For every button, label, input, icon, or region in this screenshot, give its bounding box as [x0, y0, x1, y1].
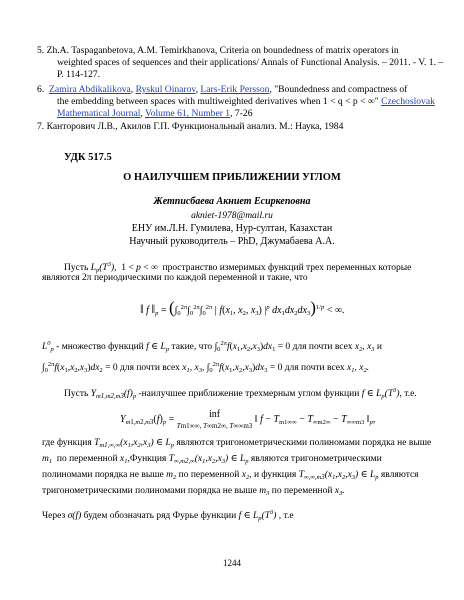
advisor: Научный руководитель – PhD, Джумабаева А.А. [129, 236, 335, 247]
formula-lp-t3: $L_p(T^3)$, [90, 261, 117, 274]
udc-code: УДК 517.5 [64, 152, 112, 163]
paragraph-2-text-b: такие, что [171, 342, 213, 352]
reference-6-author-link-3[interactable]: Lars-Erik Persson [200, 84, 270, 95]
reference-6-number: 6. [37, 84, 45, 95]
paragraph-5-line1 [42, 507, 294, 525]
page-number: 1244 [223, 558, 241, 568]
formula-x2: $x_2$ [241, 470, 250, 481]
formula-lp0: $L^0_p$ [42, 340, 54, 353]
paragraph-2-line1 [42, 338, 382, 356]
reference-6-line2 [57, 96, 435, 108]
paragraph-4-text-k: по переменной [271, 486, 333, 496]
author-name: Жетписбаева Акниет Есиркеповна [153, 196, 311, 207]
paragraph-4-line4 [42, 485, 345, 500]
affiliation: ЕНУ им.Л.Н. Гумилева, Нур-султан, Казахстан [131, 223, 333, 234]
reference-5-line3: P. 114-127. [57, 69, 101, 80]
paragraph-2-text-d: и [376, 342, 382, 352]
paragraph-4-text-i: являются [380, 470, 419, 480]
reference-5-line1: 5. Zh.A. Taspaganbetova, A.M. Temirkhanova, Criteria on boundedness of matrix operators in [37, 45, 399, 56]
paragraph-4-text-d: ,Функция [127, 454, 167, 464]
reference-6-journal-link-2[interactable]: Mathematical Journal [57, 108, 141, 119]
reference-6-line1: 6. Zamira Abdikalikova, Ryskul Oinarov, Lars-Erik Persson, "Boundedness and compactness of [37, 84, 408, 95]
formula-f-in-lp-t3: f ∈ $L_p(T^3)$ [361, 387, 400, 400]
formula-t-m2: $T_{\infty,m2,\infty}(x_1,x_2,x_3)$ ∈ $L_p$ [168, 454, 249, 465]
paragraph-2-text-e: для почти всех [120, 363, 180, 373]
paragraph-4-line2 [42, 453, 382, 468]
paragraph-1-text: пространство измеримых функций трех переменных которые [162, 263, 412, 273]
paragraph-1-lead: Пусть [64, 263, 89, 273]
paragraph-4-text-c: по переменной [56, 454, 118, 464]
paragraph-3-tail: , т.е. [399, 389, 417, 399]
formula-m3: $m_3$ [259, 486, 270, 497]
formula-x2-x3: $x_2$, $x_3$ [354, 342, 375, 353]
paragraph-4-line3 [42, 469, 419, 484]
paragraph-4-text-j: тригонометрическими полиномами порядка не выше [42, 486, 257, 496]
formula-x1-x3: $x_1$, $x_3$, [182, 363, 205, 374]
formula-m2: $m_2$ [166, 470, 177, 481]
reference-6-journal-link[interactable]: Czechoslovak [381, 96, 435, 107]
paragraph-2-text-f: для почти всех [284, 363, 345, 373]
formula-x1: $x_1$ [119, 454, 128, 465]
formula-f-in-lp-t3-2: f ∈ $L_p(T^3)$ [238, 509, 277, 522]
paragraph-4-line1 [42, 437, 431, 452]
paragraph-5-tail: , т.е [278, 511, 294, 521]
formula-x3: $x_3$. [334, 486, 345, 497]
reference-5-line2: weighted spaces of sequences and their applications/ Annals of Functional Analysis. – 2011. - V. 1. – [57, 57, 444, 68]
formula-x1-x2: $x_1$, $x_2$. [347, 363, 370, 374]
paragraph-4-text-a: где функция [42, 438, 92, 448]
paragraph-2-text-a: - множество функций [56, 342, 144, 352]
formula-f-in-lp: f ∈ $L_p$ [146, 342, 170, 353]
formula-y-m1m2m3: $Y_{m1,m2,m3}(f)_p$ [90, 389, 137, 400]
formula-sigma-f: σ(f) [67, 511, 82, 521]
reference-6-title-cont: the embedding between spaces with multiweighted derivatives when 1 < q < p < ∞" [57, 96, 379, 107]
formula-t-m1: $T_{m1,\infty,\infty}(x_1,x_2,x_3)$ ∈ $L_p$ [94, 438, 174, 449]
formula-integral-x2: $\int_0^{2\pi}f(x_1,x_2,x_3)dx_2 = 0$ [42, 361, 118, 374]
paragraph-2-line2 [42, 359, 369, 377]
paragraph-4-text-b: являются тригонометрическими полиномами порядка не выше [176, 438, 432, 448]
reference-6-pages: , 7-26 [230, 108, 253, 119]
formula-p-range: 1 < p < ∞ [118, 263, 161, 273]
paragraph-3-text: -наилучшее приближение трехмерным углом функции [138, 389, 360, 399]
reference-6-line3: Mathematical Journal, Volume 61, Number 1, 7-26 [57, 108, 253, 119]
formula-m1: $m_1$ [42, 454, 53, 465]
paragraph-1-line2: являются 2π периодическими по каждой переменной и такие, что [42, 273, 308, 283]
formula-t-m3: $T_{\infty,\infty,m3}(x_1,x_2,x_3)$ ∈ $L_p$ [298, 470, 379, 481]
paragraph-4-text-e: являются тригонометрическими [250, 454, 382, 464]
paragraph-2-text-c: для почти всех [292, 342, 353, 352]
reference-6-volume-link[interactable]: Volume 61, Number 1 [145, 108, 231, 119]
paragraph-4-text-g: по переменной [178, 470, 240, 480]
reference-6-author-link-2[interactable]: Ryskul Oinarov [135, 84, 196, 95]
infimum-formula: $Y_{m1,m2,m3}(f)_p$ = inf Tm1∞∞, T∞m2∞, T∞∞m3 ‖ $f - T_{m1\infty\infty} - T_{\infty m2\infty} - T_{\infty\infty m3}$ $‖_p$, [120, 409, 376, 430]
reference-6-title: , "Boundedness and compactness of [269, 84, 408, 95]
paragraph-5-text: будем обозначать ряд Фурье функции [83, 511, 237, 521]
formula-integral-x1: $\int_0^{2\pi}f(x_1,x_2,x_3)dx_1 = 0$ [214, 340, 291, 353]
norm-formula: ‖ f $‖_p = (\int_0^{2\pi}\int_0^{2\pi}\int_0^{2\pi}$ | $f(x_1$, $x_2$, $x_3$) $|^p$ $dx_1dx_2dx_3)^{1/p}$ < ∞. [140, 298, 345, 317]
paragraph-3-line1 [64, 385, 417, 403]
formula-integral-x3: $\int_0^{2\pi}f(x_1,x_2,x_3)dx_3 = 0$ [206, 361, 283, 374]
paragraph-4-text-f: полиномами порядка не выше [42, 470, 164, 480]
article-title: О НАИЛУЧШЕМ ПРИБЛИЖЕНИИ УГЛОМ [123, 172, 341, 183]
reference-6-author-link-1[interactable]: Zamira Abdikalikova [49, 84, 131, 95]
paragraph-5-lead: Через [42, 511, 66, 521]
author-email: akniet-1978@mail.ru [191, 211, 273, 221]
paragraph-4-text-h: , и функция [249, 470, 297, 480]
reference-7: 7. Канторович Л.В., Акилов Г.П. Функциональный анализ. М.: Наука, 1984 [37, 121, 344, 132]
paragraph-3-lead: Пусть [64, 389, 89, 399]
